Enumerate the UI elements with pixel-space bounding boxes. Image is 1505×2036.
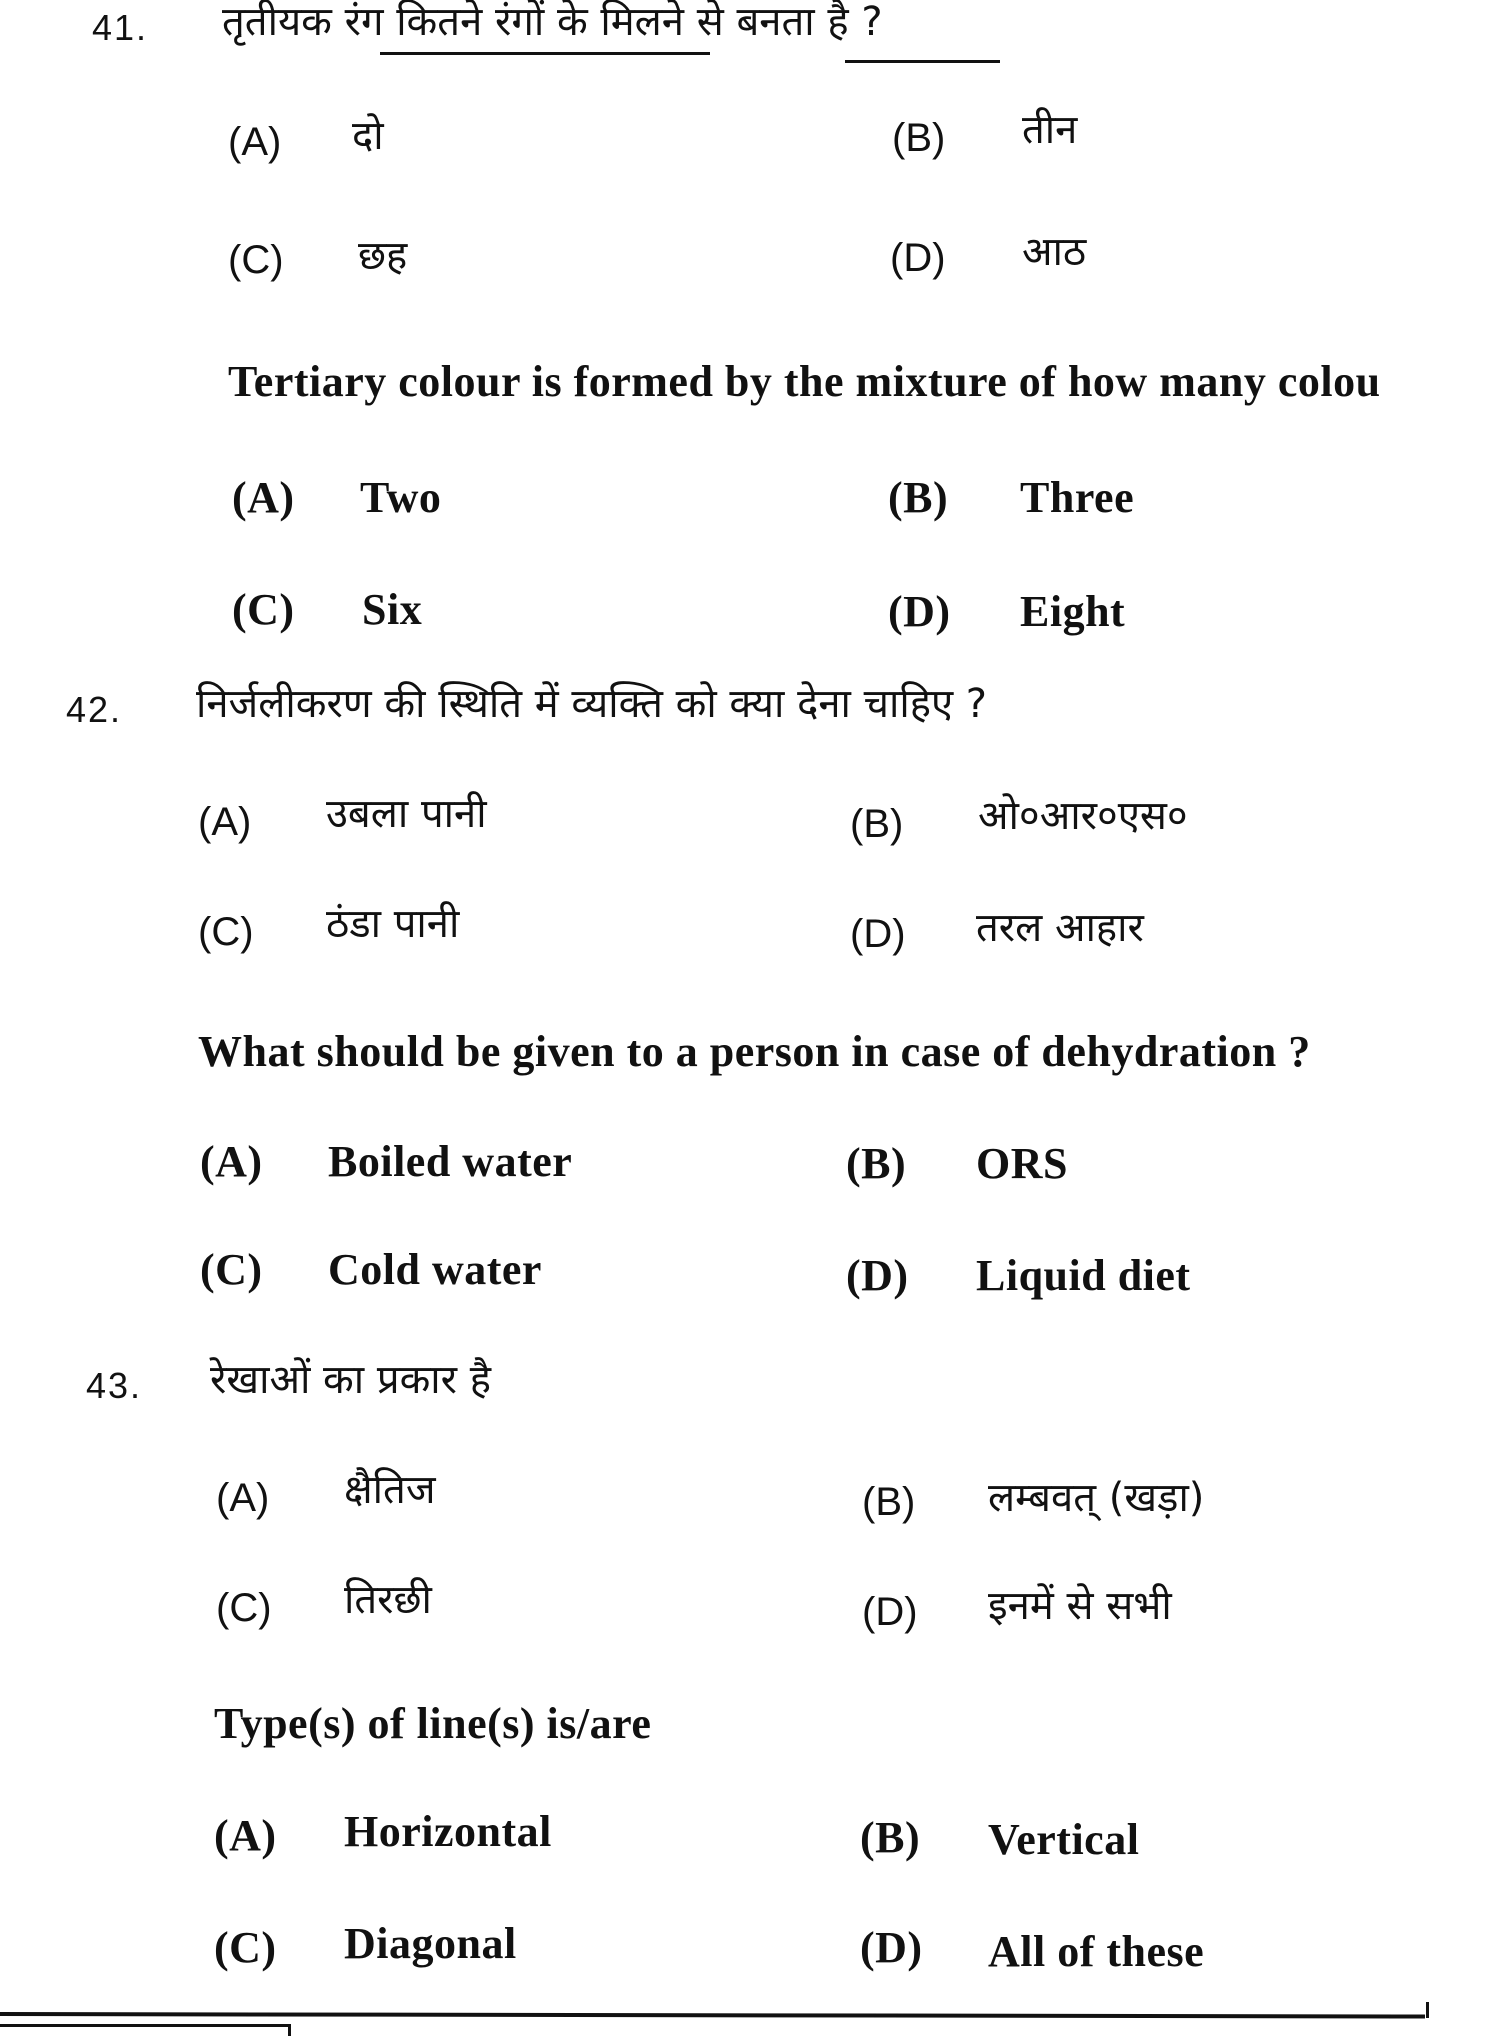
option-label: (B) [892, 116, 946, 160]
footer-box-edge [288, 2024, 291, 2036]
option-label: (A) [216, 1476, 270, 1520]
option-text: Three [1020, 473, 1135, 522]
option-label: (C) [198, 910, 254, 954]
option-label: (A) [228, 120, 282, 164]
option-text: तीन [1022, 107, 1078, 153]
hindi-question-text: निर्जलीकरण की स्थिति में व्यक्ति को क्या देना चाहिए ? [196, 681, 988, 727]
option-text: लम्बवत् (खड़ा) [988, 1475, 1205, 1521]
option-text: उबला पानी [326, 791, 487, 837]
option-label: (B) [888, 473, 949, 522]
option-text: तिरछी [344, 1577, 432, 1623]
option-label: (A) [232, 473, 295, 522]
option-label: (D) [862, 1590, 918, 1634]
option-text: Diagonal [344, 1919, 517, 1968]
english-question-text: Tertiary colour is formed by the mixture of how many colou [228, 357, 1381, 406]
option-label: (A) [200, 1137, 263, 1186]
option-text: Six [362, 585, 423, 634]
option-text: तरल आहार [976, 905, 1144, 951]
question-number: 42. [66, 689, 123, 730]
option-label: (C) [216, 1586, 272, 1630]
option-label: (A) [214, 1811, 277, 1860]
option-text: Eight [1020, 587, 1126, 636]
option-label: (B) [862, 1480, 916, 1524]
option-label: (D) [846, 1251, 909, 1300]
option-text: क्षैतिज [344, 1467, 436, 1513]
english-question-text: What should be given to a person in case of dehydration ? [198, 1027, 1311, 1076]
option-label: (D) [860, 1923, 923, 1972]
footer-rule-end [1426, 2002, 1429, 2018]
option-label: (B) [846, 1139, 907, 1188]
option-text: ओ०आर०एस० [978, 793, 1188, 839]
question-number: 43. [86, 1365, 143, 1406]
underline-mark [845, 60, 1000, 63]
hindi-question-text: रेखाओं का प्रकार है [210, 1357, 491, 1403]
option-text: Two [360, 473, 442, 522]
option-text: दो [352, 113, 384, 159]
option-text: ठंडा पानी [326, 901, 460, 947]
option-text: आठ [1022, 229, 1087, 275]
option-label: (D) [850, 912, 906, 956]
hindi-question-text: तृतीयक रंग कितने रंगों के मिलने से बनता है ? [222, 0, 883, 45]
option-text: छह [358, 233, 408, 279]
option-label: (B) [860, 1813, 921, 1862]
option-label: (D) [890, 236, 946, 280]
option-label: (C) [228, 238, 284, 282]
option-text: Boiled water [328, 1137, 573, 1186]
option-label: (D) [888, 587, 951, 636]
option-label: (A) [198, 800, 252, 844]
option-text: ORS [976, 1139, 1068, 1188]
option-text: Liquid diet [976, 1251, 1191, 1300]
english-question-text: Type(s) of line(s) is/are [214, 1699, 652, 1748]
option-label: (C) [232, 585, 295, 634]
option-label: (C) [214, 1923, 277, 1972]
option-text: इनमें से सभी [988, 1583, 1172, 1629]
underline-mark [380, 52, 710, 55]
footer-rule [0, 2012, 1425, 2018]
option-text: All of these [988, 1927, 1205, 1976]
option-text: Horizontal [344, 1807, 552, 1856]
option-text: Vertical [988, 1815, 1140, 1864]
question-number: 41. [92, 7, 149, 48]
option-text: Cold water [328, 1245, 542, 1294]
footer-box-top [0, 2024, 290, 2027]
option-label: (C) [200, 1245, 263, 1294]
option-label: (B) [850, 802, 904, 846]
